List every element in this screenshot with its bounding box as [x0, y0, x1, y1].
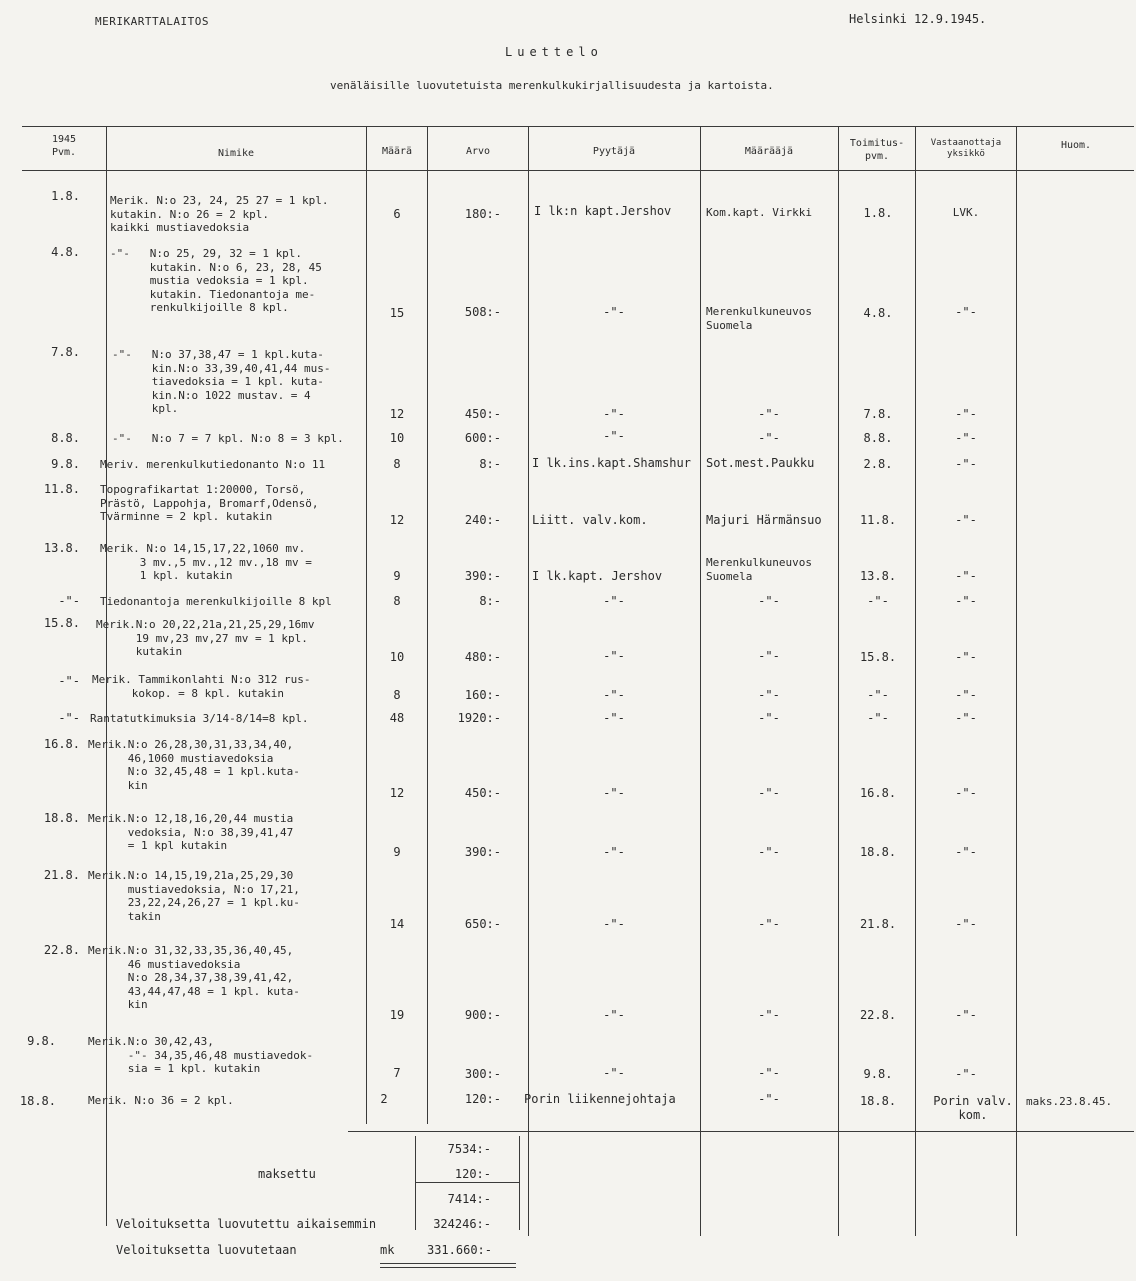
row-recipient: -"-: [955, 711, 977, 725]
row-name: Merik.N:o 14,15,19,21a,25,29,30 mustiavedoksia, N:o 17,21, 23,22,24,26,27 = 1 kpl.ku- takin: [88, 869, 300, 923]
row-assigner: -"-: [758, 431, 780, 445]
row-recipient: -"-: [955, 569, 977, 583]
row-recipient: -"-: [955, 845, 977, 859]
row-delivery: 2.8.: [863, 457, 893, 471]
row-delivery: 11.8.: [859, 513, 897, 527]
row-date: 7.8.: [51, 345, 80, 359]
totals-left-border: [415, 1136, 416, 1230]
organization-name: MERIKARTTALAITOS: [95, 15, 209, 28]
header-delivery: Toimitus- pvm.: [849, 138, 905, 162]
net-amount: 7414:-: [447, 1192, 491, 1206]
row-name: Merik.N:o 30,42,43, -"- 34,35,46,48 mustiavedok- sia = 1 kpl. kutakin: [88, 1035, 314, 1075]
row-qty: 2: [380, 1092, 388, 1106]
row-qty: 9: [393, 569, 401, 583]
row-assigner: -"-: [758, 1066, 780, 1080]
row-value: 160:-: [464, 688, 501, 702]
row-assigner: -"-: [758, 1008, 780, 1022]
row-requester: -"-: [603, 688, 625, 702]
row-requester: Porin liikennejohtaja: [524, 1092, 676, 1106]
row-requester: -"-: [603, 917, 625, 931]
row-qty: 8: [393, 688, 401, 702]
row-name: Merik. N:o 36 = 2 kpl.: [88, 1094, 234, 1107]
row-delivery: 7.8.: [863, 407, 893, 421]
row-delivery: 22.8.: [859, 1008, 897, 1022]
row-date: 1.8.: [51, 189, 80, 203]
row-requester: -"-: [603, 305, 625, 319]
col-divider-name: [366, 126, 367, 1124]
row-name: -"- N:o 37,38,47 = 1 kpl.kuta- kin.N:o 33,39,40,41,44 mus- tiavedoksia = 1 kpl. kuta- kin.N:o 1022 mustav. = 4 kpl.: [112, 348, 331, 415]
paid-label: maksettu: [258, 1167, 316, 1181]
header-notes: Huom.: [1060, 140, 1092, 151]
header-assigner: Määrääjä: [744, 146, 794, 157]
row-recipient: -"-: [955, 1008, 977, 1022]
double-underline-top: [380, 1263, 516, 1264]
row-delivery: 18.8.: [859, 1094, 897, 1108]
row-name: Merik.N:o 20,22,21a,21,25,29,16mv 19 mv,23 mv,27 mv = 1 kpl. kutakin: [96, 618, 315, 658]
totals-rule: [348, 1131, 1134, 1132]
row-recipient: LVK.: [952, 206, 980, 219]
row-assigner: -"-: [758, 407, 780, 421]
row-requester: I lk:n kapt.Jershov: [534, 204, 672, 218]
row-assigner: -"-: [758, 711, 780, 725]
row-requester: -"-: [603, 711, 625, 725]
row-assigner: Sot.mest.Paukku: [706, 456, 815, 470]
row-delivery: -"-: [867, 711, 889, 725]
subtotal-rule: [415, 1182, 519, 1183]
row-qty: 12: [389, 513, 405, 527]
row-date: 21.8.: [43, 868, 80, 882]
row-recipient: Porin valv. kom.: [933, 1094, 1013, 1122]
col-divider-recipient: [1016, 126, 1017, 1236]
row-delivery: -"-: [867, 594, 889, 608]
row-assigner: Kom.kapt. Virkki: [706, 206, 812, 219]
row-recipient: -"-: [955, 457, 977, 471]
row-qty: 15: [389, 306, 405, 320]
row-qty: 12: [389, 407, 405, 421]
row-date: 11.8.: [43, 482, 80, 496]
row-qty: 48: [389, 711, 405, 725]
row-assigner: -"-: [758, 688, 780, 702]
row-recipient: -"-: [955, 513, 977, 527]
row-requester: Liitt. valv.kom.: [532, 513, 648, 527]
row-assigner: Merenkulkuneuvos Suomela: [706, 556, 812, 583]
row-value: 508:-: [464, 305, 501, 319]
row-requester: -"-: [603, 649, 625, 663]
total-amount: 331.660:-: [426, 1243, 492, 1257]
row-delivery: 16.8.: [859, 786, 897, 800]
row-date: -"-: [58, 674, 80, 688]
row-qty: 14: [389, 917, 405, 931]
row-date: 9.8.: [27, 1034, 56, 1048]
row-requester: -"-: [603, 594, 625, 608]
row-value: 480:-: [464, 650, 501, 664]
total-label: Veloituksetta luovutetaan: [116, 1243, 297, 1257]
row-date: -"-: [58, 711, 80, 725]
row-value: 600:-: [464, 431, 501, 445]
row-recipient: -"-: [955, 594, 977, 608]
row-name: -"- N:o 25, 29, 32 = 1 kpl. kutakin. N:o 6, 23, 28, 45 mustia vedoksia = 1 kpl. kutakin. Tiedonantoja me- renkulkijoille 8 kpl.: [110, 247, 322, 314]
row-date: -"-: [58, 594, 80, 608]
row-date: 9.8.: [51, 457, 80, 471]
row-requester: -"-: [603, 407, 625, 421]
row-value: 300:-: [464, 1067, 501, 1081]
totals-right-border: [519, 1136, 520, 1230]
paid-amount: 120:-: [454, 1167, 491, 1181]
row-value: 8:-: [479, 594, 501, 608]
row-assigner: Majuri Härmänsuo: [706, 513, 822, 527]
row-name: Rantatutkimuksia 3/14-8/14=8 kpl.: [90, 712, 309, 725]
row-recipient: -"-: [955, 688, 977, 702]
row-requester: I lk.ins.kapt.Shamshur: [532, 456, 691, 470]
row-name: Meriv. merenkulkutiedonanto N:o 11: [100, 458, 326, 471]
row-value: 900:-: [464, 1008, 501, 1022]
row-name: Merik.N:o 31,32,33,35,36,40,45, 46 mustiavedoksia N:o 28,34,37,38,39,41,42, 43,44,47,48 = 1 kpl. kuta- kin: [88, 944, 300, 1011]
row-date: 8.8.: [51, 431, 80, 445]
row-delivery: 21.8.: [859, 917, 897, 931]
row-qty: 19: [389, 1008, 405, 1022]
row-value: 240:-: [464, 513, 501, 527]
header-date: 1945 Pvm.: [51, 134, 77, 158]
row-date: 22.8.: [43, 943, 80, 957]
row-delivery: 15.8.: [859, 650, 897, 664]
row-value: 450:-: [464, 407, 501, 421]
row-assigner: -"-: [758, 917, 780, 931]
row-requester: -"-: [603, 429, 625, 443]
row-assigner: -"-: [758, 649, 780, 663]
row-name: Topografikartat 1:20000, Torsö, Prästö, Lappohja, Bromarf,Odensö, Tvärminne = 2 kpl. kutakin: [100, 483, 319, 523]
double-underline-bottom: [380, 1267, 516, 1268]
row-name: Merik. Tammikonlahti N:o 312 rus- kokop. = 8 kpl. kutakin: [92, 673, 311, 700]
header-requester: Pyytäjä: [592, 146, 636, 157]
row-delivery: 18.8.: [859, 845, 897, 859]
row-value: 180:-: [464, 207, 501, 221]
row-name: Tiedonantoja merenkulkijoille 8 kpl: [100, 595, 332, 608]
row-qty: 12: [389, 786, 405, 800]
col-divider-requester: [700, 126, 701, 1236]
row-value: 650:-: [464, 917, 501, 931]
col-divider-qty: [427, 126, 428, 1124]
row-date: 18.8.: [19, 1094, 56, 1108]
header-value: Arvo: [465, 146, 491, 157]
row-date: 16.8.: [43, 737, 80, 751]
row-name: Merik.N:o 12,18,16,20,44 mustia vedoksia, N:o 38,39,41,47 = 1 kpl kutakin: [88, 812, 294, 852]
row-assigner: -"-: [758, 845, 780, 859]
place-date: Helsinki 12.9.1945.: [849, 12, 987, 26]
row-date: 4.8.: [51, 245, 80, 259]
row-value: 390:-: [464, 845, 501, 859]
table-top-rule: [22, 126, 1134, 127]
row-requester: -"-: [603, 1008, 625, 1022]
row-name: Merik. N:o 14,15,17,22,1060 mv. 3 mv.,5 mv.,12 mv.,18 mv = 1 kpl. kutakin: [100, 542, 312, 582]
col-divider-value: [528, 126, 529, 1236]
row-recipient: -"-: [955, 305, 977, 319]
row-requester: -"-: [603, 845, 625, 859]
row-recipient: -"-: [955, 1067, 977, 1081]
row-requester: -"-: [603, 786, 625, 800]
row-date: 13.8.: [43, 541, 80, 555]
row-name: -"- N:o 7 = 7 kpl. N:o 8 = 3 kpl.: [112, 432, 344, 445]
row-recipient: -"-: [955, 407, 977, 421]
row-requester: I lk.kapt. Jershov: [532, 569, 663, 583]
header-recipient: Vastaanottaja yksikkö: [930, 138, 1002, 160]
total-unit: mk: [380, 1243, 395, 1257]
row-requester: -"-: [603, 1066, 625, 1080]
row-qty: 8: [393, 594, 401, 608]
row-recipient: -"-: [955, 650, 977, 664]
row-value: 8:-: [479, 457, 501, 471]
row-recipient: -"-: [955, 431, 977, 445]
row-qty: 7: [393, 1066, 401, 1080]
row-value: 120:-: [464, 1092, 501, 1106]
earlier-label: Veloituksetta luovutettu aikaisemmin: [116, 1217, 377, 1231]
row-value: 390:-: [464, 569, 501, 583]
earlier-amount: 324246:-: [433, 1217, 491, 1231]
row-delivery: -"-: [867, 688, 889, 702]
row-qty: 9: [393, 845, 401, 859]
row-value: 450:-: [464, 786, 501, 800]
row-qty: 10: [389, 431, 405, 445]
header-qty: Määrä: [381, 146, 413, 157]
table-header-rule: [22, 170, 1134, 171]
row-assigner: -"-: [758, 594, 780, 608]
row-recipient: -"-: [955, 917, 977, 931]
row-qty: 8: [393, 457, 401, 471]
row-qty: 10: [389, 650, 405, 664]
row-assigner: -"-: [758, 786, 780, 800]
row-delivery: 13.8.: [859, 569, 897, 583]
row-notes: maks.23.8.45.: [1026, 1095, 1113, 1108]
header-name: Nimike: [217, 148, 255, 159]
col-divider-assigner: [838, 126, 839, 1236]
row-date: 15.8.: [43, 616, 80, 630]
document-title: Luettelo: [505, 45, 603, 59]
row-date: 18.8.: [43, 811, 80, 825]
row-value: 1920:-: [457, 711, 501, 725]
row-delivery: 4.8.: [863, 306, 893, 320]
row-assigner: -"-: [758, 1092, 780, 1106]
total-sum: 7534:-: [447, 1142, 491, 1156]
row-name: Merik. N:o 23, 24, 25 27 = 1 kpl. kutakin. N:o 26 = 2 kpl. kaikki mustiavedoksia: [110, 194, 329, 234]
row-assigner: Merenkulkuneuvos Suomela: [706, 305, 812, 332]
row-name: Merik.N:o 26,28,30,31,33,34,40, 46,1060 mustiavedoksia N:o 32,45,48 = 1 kpl.kuta- kin: [88, 738, 300, 792]
row-delivery: 9.8.: [863, 1067, 893, 1081]
row-qty: 6: [393, 207, 401, 221]
row-delivery: 8.8.: [863, 431, 893, 445]
document-subtitle: venäläisille luovutetuista merenkulkukirjallisuudesta ja kartoista.: [330, 79, 774, 92]
row-delivery: 1.8.: [863, 206, 893, 220]
row-recipient: -"-: [955, 786, 977, 800]
